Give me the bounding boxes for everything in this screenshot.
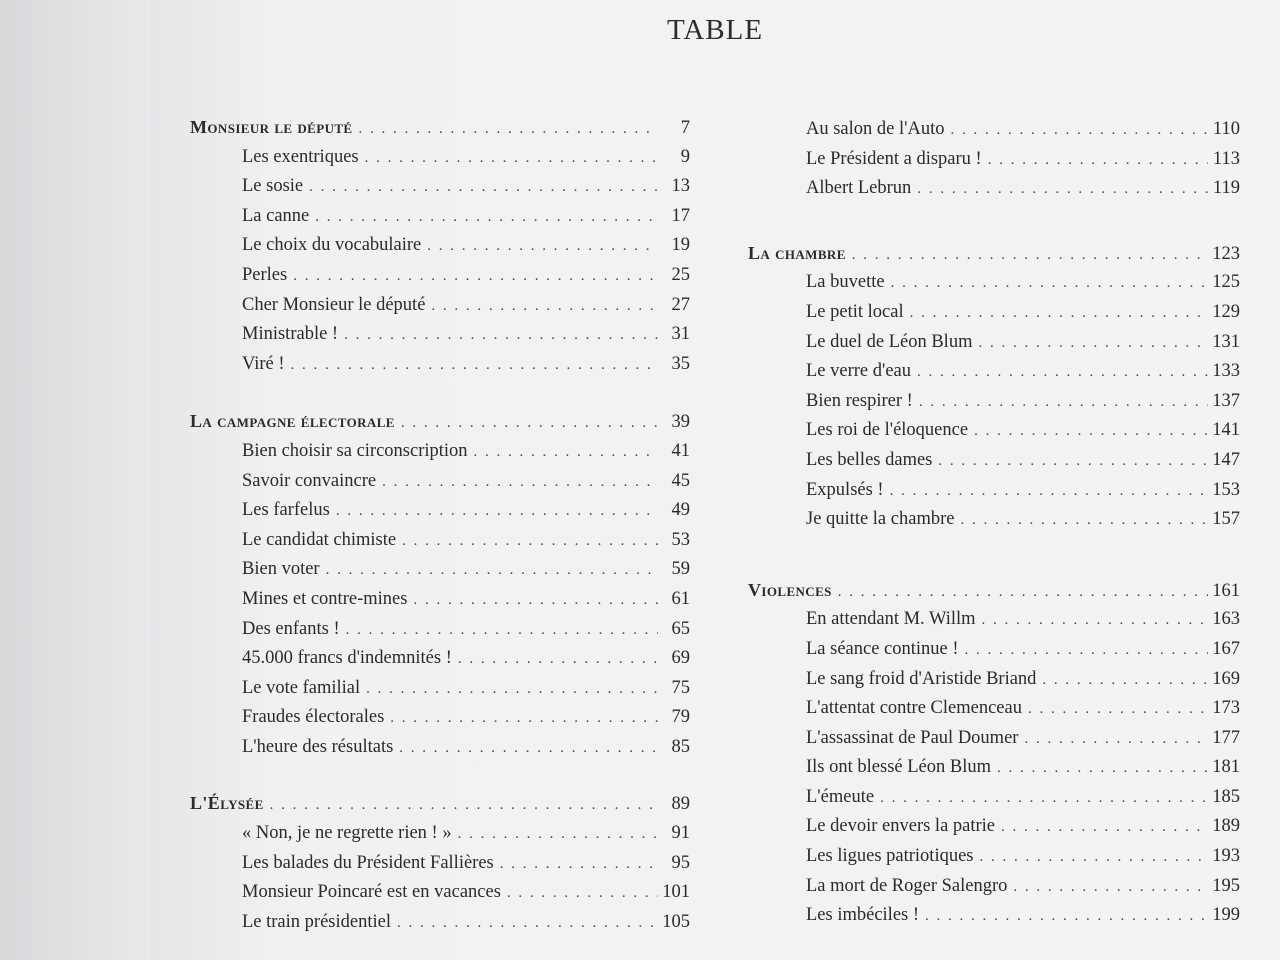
toc-entry	[748, 178, 1240, 208]
section-gap	[190, 766, 690, 793]
toc-entry	[748, 787, 1240, 817]
page-number: 110	[1212, 119, 1240, 139]
toc-entry	[748, 450, 1240, 480]
page-number: 141	[1212, 420, 1240, 441]
toc-right-column	[748, 119, 1240, 935]
section-title: L'Élysée	[190, 793, 264, 814]
page-number: 119	[1212, 178, 1240, 199]
entry-title: Le duel de Léon Blum	[806, 331, 973, 352]
toc-entry	[190, 471, 690, 501]
section-title: La chambre	[748, 242, 846, 263]
page-number: 45	[671, 470, 690, 491]
entry-title: Viré !	[242, 353, 285, 374]
page-number: 19	[671, 235, 690, 256]
page-number: 79	[671, 707, 690, 728]
entry-title: En attendant M. Willm	[806, 609, 976, 630]
toc-entry	[748, 272, 1240, 302]
toc-entry	[748, 391, 1240, 421]
toc-entry	[748, 757, 1240, 787]
entry-title: L'émeute	[806, 786, 875, 807]
dot-leader	[431, 298, 658, 315]
entry-title: Albert Lebrun	[806, 178, 912, 199]
page-number: 195	[1212, 875, 1240, 896]
dot-leader	[270, 797, 658, 814]
toc-entry	[190, 235, 690, 265]
page-number: 35	[671, 353, 690, 374]
dot-leader	[960, 512, 1208, 529]
toc-entry	[748, 420, 1240, 450]
toc-entry	[748, 728, 1240, 758]
page-number: 89	[671, 794, 690, 815]
dot-leader	[978, 335, 1208, 352]
entry-title: Le choix du vocabulaire	[242, 235, 422, 256]
entry-title: Le train présidentiel	[242, 911, 391, 932]
toc-left-column	[190, 117, 690, 941]
dot-leader	[315, 209, 658, 226]
dot-leader	[399, 740, 658, 757]
page-number: 189	[1212, 816, 1240, 837]
entry-title: Les roi de l'éloquence	[806, 420, 969, 441]
page-number: 17	[671, 205, 690, 226]
toc-entry	[190, 589, 690, 619]
page-number: 129	[1212, 301, 1240, 322]
toc-entry	[190, 265, 690, 295]
dot-leader	[1024, 731, 1208, 748]
section-title: La campagne électorale	[190, 411, 395, 432]
dot-leader	[390, 710, 658, 727]
page-number: 25	[671, 264, 690, 285]
toc-entry	[748, 669, 1240, 699]
entry-title: Bien voter	[242, 559, 320, 580]
dot-leader	[366, 681, 658, 698]
page-number: 101	[662, 882, 690, 903]
section-title: Monsieur le député	[190, 117, 353, 137]
dot-leader	[359, 121, 659, 138]
entry-title: L'assassinat de Paul Doumer	[806, 727, 1019, 748]
toc-entry	[748, 639, 1240, 669]
dot-leader	[917, 364, 1208, 381]
toc-section-heading	[190, 117, 690, 147]
page-number: 69	[671, 648, 690, 669]
toc-entry	[190, 707, 690, 737]
entry-title: La séance continue !	[806, 638, 959, 659]
page-number: 91	[671, 823, 690, 844]
dot-leader	[1001, 819, 1208, 836]
dot-leader	[474, 444, 658, 461]
toc-section-heading	[748, 243, 1240, 273]
toc-entry	[190, 147, 690, 177]
dot-leader	[291, 357, 658, 374]
dot-leader	[988, 152, 1208, 169]
toc-entry	[748, 149, 1240, 179]
toc-entry	[190, 737, 690, 767]
entry-title: Le sang froid d'Aristide Briand	[806, 668, 1037, 689]
toc-entry	[190, 295, 690, 325]
dot-leader	[413, 592, 658, 609]
entry-title: 45.000 francs d'indemnités !	[242, 648, 452, 669]
section-title: Violences	[748, 579, 832, 600]
dot-leader	[925, 908, 1208, 925]
page-number: 113	[1212, 148, 1240, 169]
section-gap	[190, 383, 690, 411]
page-number: 105	[662, 911, 690, 932]
page-number: 95	[671, 852, 690, 873]
dot-leader	[890, 483, 1208, 500]
dot-leader	[982, 612, 1209, 629]
page-number: 61	[671, 588, 690, 609]
entry-title: Les farfelus	[242, 500, 330, 521]
dot-leader	[891, 275, 1208, 292]
entry-title: Les belles dames	[806, 449, 933, 470]
toc-entry	[748, 876, 1240, 906]
toc-entry	[190, 530, 690, 560]
page-number: 125	[1212, 272, 1240, 293]
entry-title: Le devoir envers la patrie	[806, 816, 996, 837]
toc-entry	[748, 609, 1240, 639]
dot-leader	[336, 503, 658, 520]
entry-title: Monsieur Poincaré est en vacances	[242, 882, 501, 903]
entry-title: Le vote familial	[242, 677, 361, 698]
dot-leader	[458, 826, 658, 843]
toc-section-heading	[748, 580, 1240, 610]
page-number: 27	[671, 294, 690, 315]
page-number: 167	[1212, 638, 1240, 659]
entry-title: Je quitte la chambre	[806, 509, 955, 530]
dot-leader	[309, 179, 658, 196]
entry-title: Les exentriques	[242, 146, 359, 167]
dot-leader	[365, 150, 658, 167]
toc-entry	[190, 882, 690, 912]
page-number: 13	[671, 176, 690, 197]
dot-leader	[397, 915, 658, 932]
entry-title: Les balades du Président Fallières	[242, 852, 494, 873]
entry-title: Le petit local	[806, 301, 904, 322]
dot-leader	[1013, 879, 1208, 896]
page-number: 193	[1212, 846, 1240, 867]
toc-entry	[748, 816, 1240, 846]
entry-title: L'heure des résultats	[242, 736, 394, 757]
dot-leader	[880, 790, 1208, 807]
page-number: 41	[671, 440, 690, 461]
dot-leader	[427, 238, 658, 255]
toc-entry	[748, 509, 1240, 539]
entry-title: Mines et contre-mines	[242, 588, 408, 609]
page-number: 123	[1212, 243, 1240, 264]
toc-entry	[190, 853, 690, 883]
entry-title: Fraudes électorales	[242, 707, 385, 728]
dot-leader	[500, 856, 658, 873]
dot-leader	[910, 305, 1208, 322]
entry-title: Cher Monsieur le député	[242, 294, 426, 315]
dot-leader	[974, 423, 1208, 440]
page-number: 169	[1212, 668, 1240, 689]
toc-entry	[748, 698, 1240, 728]
page-number: 59	[671, 559, 690, 580]
dot-leader	[1042, 672, 1208, 689]
dot-leader	[402, 533, 658, 550]
page-number: 181	[1212, 757, 1240, 778]
dot-leader	[838, 584, 1208, 601]
toc-entry	[748, 846, 1240, 876]
entry-title: La buvette	[806, 272, 885, 293]
dot-leader	[919, 394, 1208, 411]
toc-entry	[190, 441, 690, 471]
page-number: 75	[671, 677, 690, 698]
page-number: 157	[1212, 509, 1240, 530]
dot-leader	[997, 760, 1208, 777]
toc-entry	[190, 823, 690, 853]
dot-leader	[852, 247, 1208, 264]
toc-entry	[748, 905, 1240, 935]
dot-leader	[965, 642, 1208, 659]
dot-leader	[382, 474, 658, 491]
toc-entry	[748, 480, 1240, 510]
page-number: 153	[1212, 479, 1240, 500]
dot-leader	[293, 268, 658, 285]
page-number: 49	[671, 500, 690, 521]
dot-leader	[326, 562, 658, 579]
section-gap	[748, 539, 1240, 580]
entry-title: Les imbéciles !	[806, 905, 920, 926]
entry-title: Bien choisir sa circonscription	[242, 440, 468, 461]
toc-entry	[190, 206, 690, 236]
toc-entry	[190, 912, 690, 942]
page-number: 53	[671, 529, 690, 550]
toc-entry	[748, 361, 1240, 391]
page-number: 39	[671, 412, 690, 433]
page-title: TABLE	[666, 14, 764, 46]
entry-title: Expulsés !	[806, 479, 884, 500]
dot-leader	[344, 327, 658, 344]
dot-leader	[1028, 701, 1208, 718]
entry-title: Le sosie	[242, 176, 304, 197]
page-number: 7	[680, 118, 690, 138]
entry-title: « Non, je ne regrette rien ! »	[242, 823, 452, 844]
entry-title: La canne	[242, 205, 310, 226]
page-number: 131	[1212, 331, 1240, 352]
toc-entry	[190, 354, 690, 384]
toc-entry	[190, 324, 690, 354]
toc-entry	[190, 678, 690, 708]
page-number: 31	[671, 324, 690, 345]
section-gap	[748, 208, 1240, 243]
toc-entry	[748, 119, 1240, 149]
page-number: 173	[1212, 698, 1240, 719]
entry-title: Le candidat chimiste	[242, 529, 397, 550]
entry-title: Le verre d'eau	[806, 361, 912, 382]
toc-entry	[748, 302, 1240, 332]
entry-title: Ils ont blessé Léon Blum	[806, 757, 991, 778]
toc-entry	[190, 176, 690, 206]
dot-leader	[346, 622, 658, 639]
entry-title: L'attentat contre Clemenceau	[806, 698, 1022, 719]
toc-entry	[190, 648, 690, 678]
toc-entry	[190, 559, 690, 589]
page-number: 163	[1212, 609, 1240, 630]
entry-title: Au salon de l'Auto	[806, 119, 945, 139]
entry-title: Perles	[242, 264, 288, 285]
page-number: 133	[1212, 361, 1240, 382]
page-number: 177	[1212, 727, 1240, 748]
toc-section-heading	[190, 411, 690, 441]
toc-entry	[748, 332, 1240, 362]
dot-leader	[980, 849, 1209, 866]
toc-entry	[190, 500, 690, 530]
entry-title: Savoir convaincre	[242, 470, 377, 491]
page-number: 185	[1212, 786, 1240, 807]
page-number: 85	[671, 736, 690, 757]
page-number: 199	[1212, 905, 1240, 926]
entry-title: Bien respirer !	[806, 390, 913, 411]
toc-section-heading	[190, 793, 690, 823]
entry-title: Ministrable !	[242, 324, 339, 345]
page-number: 161	[1212, 580, 1240, 601]
dot-leader	[917, 181, 1208, 198]
dot-leader	[938, 453, 1208, 470]
entry-title: La mort de Roger Salengro	[806, 875, 1008, 896]
page-number: 9	[680, 146, 690, 167]
dot-leader	[950, 122, 1208, 139]
toc-entry	[190, 619, 690, 649]
entry-title: Le Président a disparu !	[806, 148, 982, 169]
page-number: 147	[1212, 449, 1240, 470]
entry-title: Des enfants !	[242, 618, 340, 639]
entry-title: Les ligues patriotiques	[806, 846, 974, 867]
page-number: 65	[671, 618, 690, 639]
dot-leader	[507, 885, 658, 902]
dot-leader	[401, 415, 658, 432]
page-number: 137	[1212, 390, 1240, 411]
dot-leader	[458, 651, 658, 668]
